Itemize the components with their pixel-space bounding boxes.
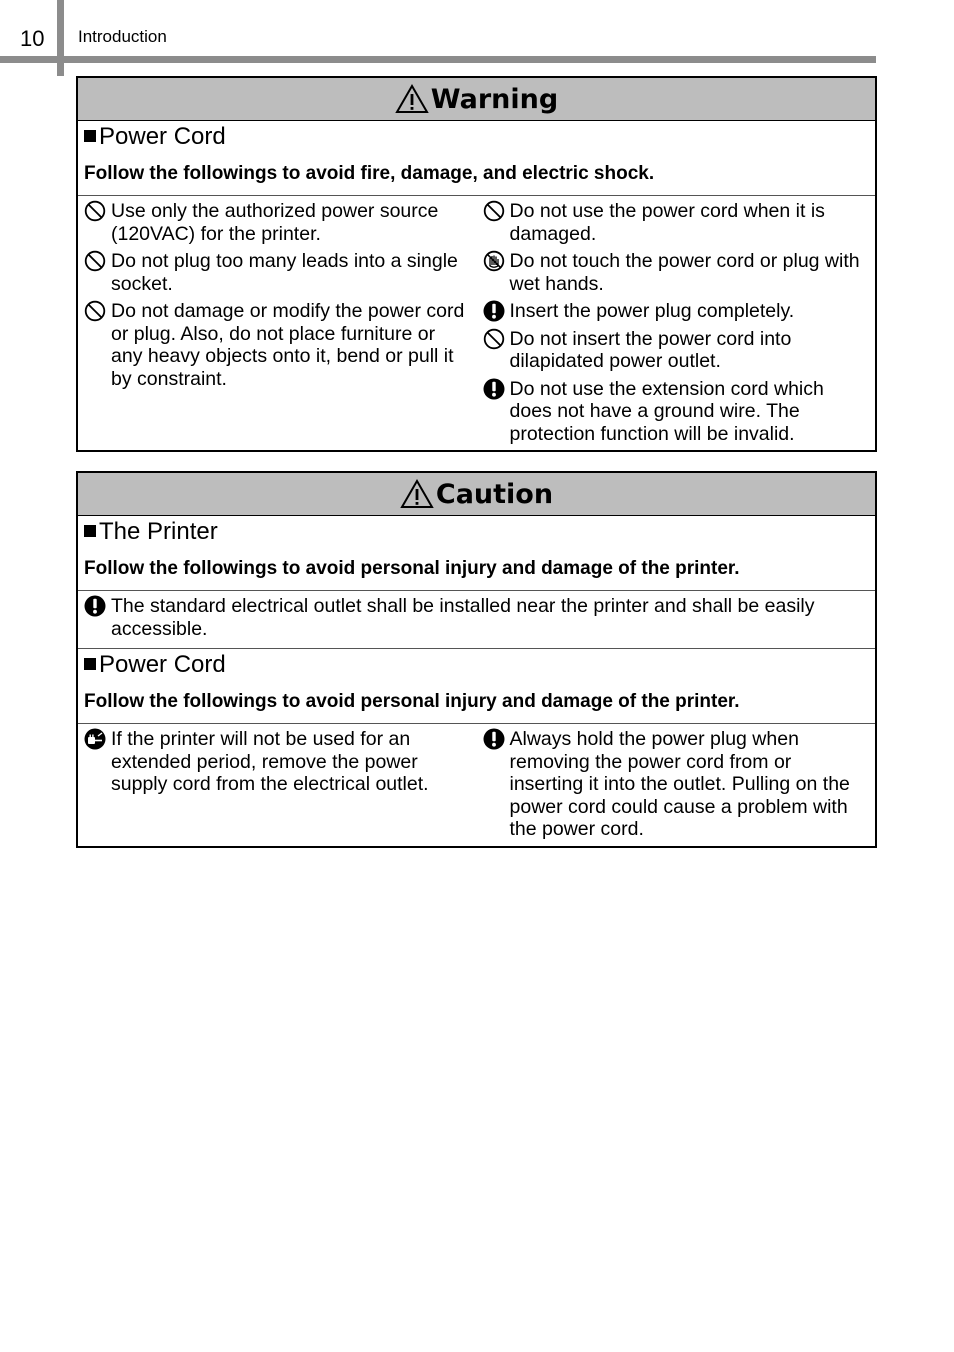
caution-title: Caution	[435, 478, 554, 510]
cord-heading-text: Power Cord	[99, 651, 226, 678]
list-item	[483, 378, 868, 446]
cord-instruction: Follow the followings to avoid personal injury and damage of the printer.	[84, 691, 740, 712]
mandatory-icon	[483, 300, 505, 322]
list-item	[483, 728, 868, 841]
page-number: 10	[20, 26, 45, 51]
cord-items	[78, 724, 875, 854]
warning-triangle-icon	[395, 84, 429, 114]
list-item	[483, 200, 868, 245]
warning-items	[78, 196, 875, 458]
unplug-icon	[84, 728, 106, 750]
cord-left-column	[84, 728, 477, 846]
warning-subheading	[78, 121, 875, 151]
item-text: Always hold the power plug when removing the power cord from or inserting it into the outlet. Pulling on the power cord could cause a problem with the power cord.	[509, 728, 850, 840]
header-horizontal-bar	[0, 56, 876, 63]
list-item	[84, 728, 469, 796]
item-text: Do not damage or modify the power cord or plug. Also, do not place furniture or any heavy objects onto it, bend or pull it by constraint.	[111, 300, 465, 390]
list-item	[84, 200, 469, 245]
warning-right-column	[477, 200, 870, 450]
item-text: Do not insert the power cord into dilapidated power outlet.	[509, 327, 792, 372]
no-wet-hands-icon	[483, 250, 505, 272]
warning-heading-text: Power Cord	[99, 123, 226, 150]
list-item	[483, 300, 868, 323]
cord-right-column	[477, 728, 870, 846]
prohibited-icon	[483, 328, 505, 350]
section-label: Introduction	[78, 27, 167, 46]
square-bullet-icon	[84, 130, 96, 142]
item-text: Use only the authorized power source (120VAC) for the printer.	[111, 200, 439, 245]
warning-instruction: Follow the followings to avoid fire, damage, and electric shock.	[84, 163, 655, 184]
mandatory-icon	[84, 595, 106, 617]
prohibited-icon	[84, 250, 106, 272]
printer-instruction: Follow the followings to avoid personal injury and damage of the printer.	[84, 558, 740, 579]
mandatory-icon	[483, 728, 505, 750]
item-text: If the printer will not be used for an extended period, remove the power supply cord from the electrical outlet.	[111, 728, 429, 795]
item-text: Do not use the extension cord which does not have a ground wire. The protection function will be invalid.	[509, 377, 824, 445]
warning-header	[78, 78, 875, 121]
list-item	[84, 595, 869, 640]
printer-heading-text: The Printer	[99, 518, 218, 545]
list-item	[483, 250, 868, 295]
header-vertical-bar	[57, 0, 64, 76]
prohibited-icon	[483, 200, 505, 222]
warning-title: Warning	[430, 83, 559, 115]
item-text: Do not plug too many leads into a single socket.	[111, 250, 458, 295]
item-text: The standard electrical outlet shall be installed near the printer and shall be easily accessible.	[111, 595, 815, 640]
prohibited-icon	[84, 300, 106, 322]
printer-items	[78, 591, 875, 648]
list-item	[84, 300, 469, 390]
caution-box	[76, 471, 877, 848]
caution-triangle-icon	[400, 479, 434, 509]
cord-subheading	[78, 649, 875, 679]
item-text: Insert the power plug completely.	[509, 300, 795, 322]
list-item	[483, 328, 868, 373]
square-bullet-icon	[84, 658, 96, 670]
item-text: Do not touch the power cord or plug with wet hands.	[509, 250, 860, 295]
prohibited-icon	[84, 200, 106, 222]
caution-header	[78, 473, 875, 516]
list-item	[84, 250, 469, 295]
warning-box	[76, 76, 877, 452]
mandatory-icon	[483, 378, 505, 400]
item-text: Do not use the power cord when it is damaged.	[509, 200, 825, 245]
warning-left-column	[84, 200, 477, 450]
printer-subheading	[78, 516, 875, 546]
square-bullet-icon	[84, 525, 96, 537]
